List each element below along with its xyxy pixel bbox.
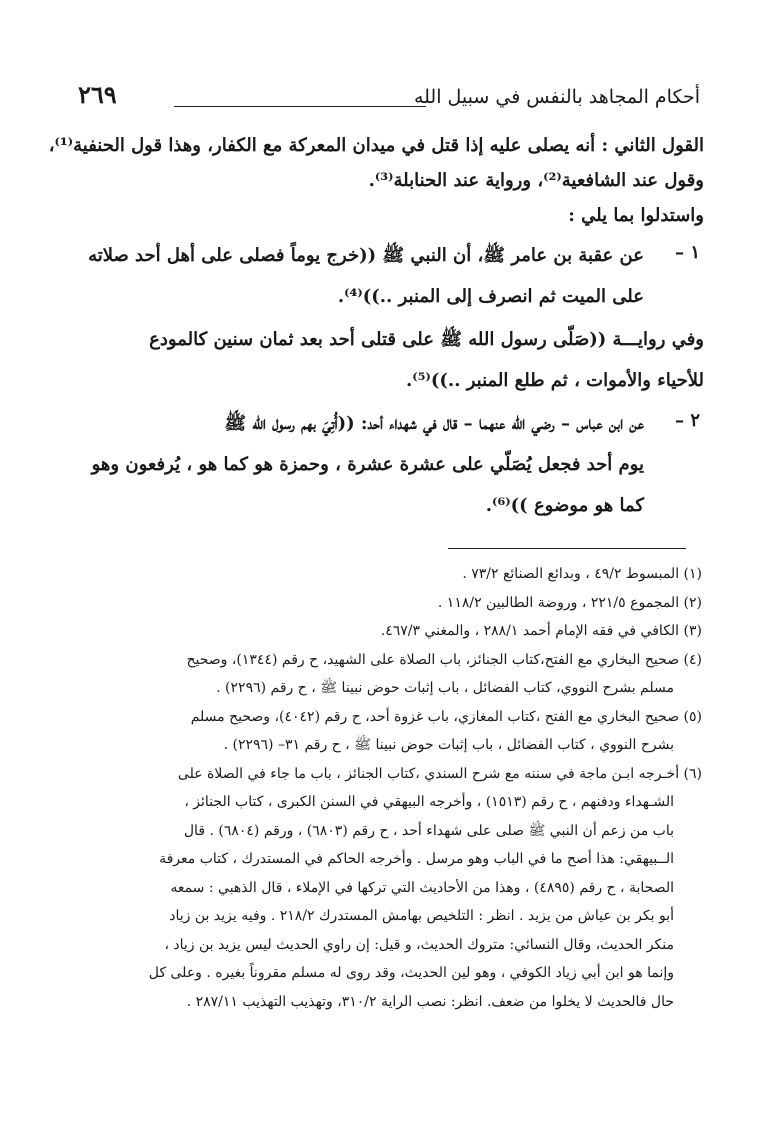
text-line: على الميت ثم انصرف إلى المنبر ..))⁽⁴⁾. [337, 286, 644, 307]
running-title: أحكام المجاهد بالنفس في سبيل الله [413, 86, 700, 108]
footnote-rule [448, 548, 686, 549]
footnote-line: (٣) الكافي في فقه الإمام أحمد ٢٨٨/١ ، والمغني ٤٦٧/٣. [380, 623, 702, 639]
footnote-line: الشـهداء ودفنهم ، ح رقم (١٥١٣) ، وأخرجه البيهقي في السنن الكبرى ، كتاب الجنائز ، [184, 794, 674, 810]
footnote-line: مسلم بشرح النووي، كتاب الفضائل ، باب إثبات حوض نبينا ﷺ ، ح رقم (٢٢٩٦) . [216, 680, 674, 696]
footnote [62, 760, 702, 1017]
footnote-line: باب من زعم أن النبي ﷺ صلى على شهداء أحد ، ح رقم (٦٨٠٣) ، ورقم (٦٨٠٤) . قال [183, 822, 674, 839]
footnote-line: الصحابة ، ح رقم (٤٨٩٥) ، وهذا من الأحاديث التي تركها في الإملاء ، قال الذهبي : سمعه [170, 879, 674, 896]
footnote [62, 646, 702, 703]
footnote-line: (٥) صحيح البخاري مع الفتح ،كتاب المغازي، باب غزوة أحد، ح رقم (٤٠٤٢)، وصحيح مسلم [190, 708, 702, 725]
footnote-line: (٢) المجموع ٢٢١/٥ ، وروضة الطالبين ١١٨/٢ . [437, 594, 702, 611]
footnote-line: منكر الحديث، وقال النسائي: متروك الحديث، و قيل: إن راوي الحديث ليس يزيد بن زياد ، [164, 936, 674, 953]
footnote [62, 703, 702, 760]
item-number: ٢ – [675, 410, 700, 431]
footnote [62, 617, 702, 646]
footnote-line: الــبيهقي: هذا أصح ما في الباب وهو مرسل . وأخرجه الحاكم في المستدرك ، كتاب معرفة [159, 851, 674, 867]
text-line: للأحياء والأموات ، ثم طلع المنبر ..))⁽⁵⁾. [406, 370, 704, 391]
footnote-line: حال فالحديث لا يخلوا من ضعف. انظر: نصب الراية ٣١٠/٢، وتهذيب التهذيب ٢٨٧/١١ . [186, 993, 674, 1010]
evidence-item [50, 403, 704, 526]
header-rule [174, 106, 426, 107]
text-line: عن ابن عباس – رضي الله عنهما – قال في شهداء أحد: ((أُتِيَ بهم رسول الله ﷺ [224, 413, 644, 434]
text-line: القول الثاني : أنه يصلى عليه إذا قتل في ميدان المعركة مع الكفار، وهذا قول الحنفية⁽¹⁾، [48, 135, 704, 156]
footnote-line: (٦) أخـرجه ابـن ماجة في سننه مع شرح السندي ،كتاب الجنائز ، باب ما جاء في الصلاة على [177, 765, 702, 782]
footnote [62, 560, 702, 589]
text-line: عن عقبة بن عامر ﷺ، أن النبي ﷺ ((خرج يوماً فصلى على أهل أحد صلاته [88, 245, 644, 266]
footnote-line: أبو بكر بن عياش من يزيد . انظر : التلخيص بهامش المستدرك ٢١٨/٢ . وفيه يزيد بن زياد [169, 908, 674, 924]
item-number: ١ – [675, 242, 700, 263]
footnote-line: (٤) صحيح البخاري مع الفتح،كتاب الجنائز، باب الصلاة على الشهيد، ح رقم (١٣٤٤)، وصحيح [186, 651, 702, 668]
text-line: وفي روايـــة ((صَلّى رسول الله ﷺ على قتلى أحد بعد ثمان سنين كالمودع [149, 329, 704, 350]
main-text [50, 128, 704, 526]
footnote-line: بشرح النووي ، كتاب الفضائل ، باب إثبات حوض نبينا ﷺ ، ح رقم ٣١– (٢٢٩٦) . [223, 737, 674, 753]
text-line: كما هو موضوع ))⁽⁶⁾. [485, 495, 644, 516]
text-line: وقول عند الشافعية⁽²⁾، ورواية عند الحنابلة⁽³⁾. [368, 170, 704, 191]
evidence-item [50, 235, 704, 317]
page-number: ٢٦٩ [78, 80, 117, 109]
footnote [62, 589, 702, 618]
footnote-line: (١) المبسوط ٤٩/٢ ، وبدائع الصنائع ٧٣/٢ . [462, 566, 702, 582]
text-line: يوم أحد فجعل يُصَلّي على عشرة عشرة ، وحمزة هو كما هو ، يُرفعون وهو [91, 454, 644, 475]
intro-line: واستدلوا بما يلي : [568, 205, 704, 226]
footnote-line: وإنما هو ابن أبي زياد الكوفي ، وهو لين الحديث، وقد روى له مسلم مقروناً بغيره . وعلى كل [148, 965, 674, 981]
evidence-item [50, 319, 704, 401]
footnotes [62, 560, 702, 1016]
